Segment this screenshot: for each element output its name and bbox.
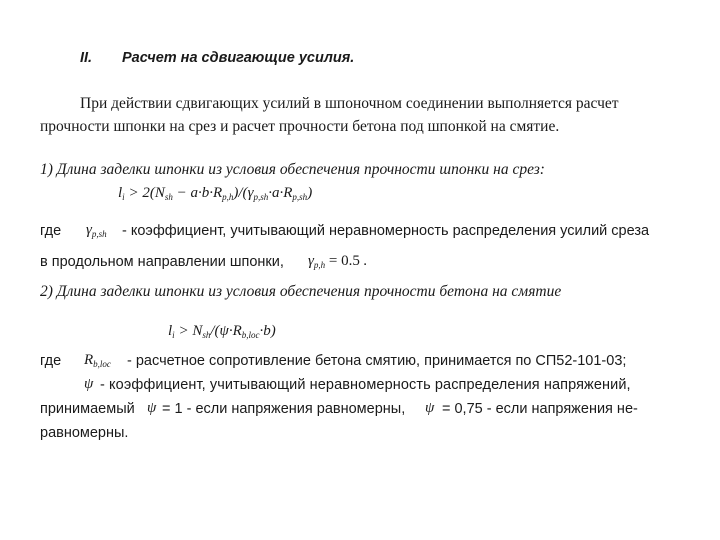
item2-psi-equals-1: = 1 - если напряжения равномерны, — [162, 401, 406, 417]
item1-gamma-description: - коэффициент, учитывающий неравномерность распределения усилий среза — [122, 223, 650, 239]
item2-accepted-text: принимаемый — [40, 401, 135, 417]
item2-heading: 2) Длина заделки шпонки из условия обеспечения прочности бетона на смятие — [40, 283, 562, 300]
intro-line-1: При действии сдвигающих усилий в шпоночном соединении выполняется расчет — [80, 95, 619, 112]
item1-gamma-value: $\gamma_{p,h} = 0.5$ . — [308, 253, 368, 270]
item2-where-word: где — [40, 353, 62, 369]
item1-formula: $l_i > 2(N_{sh} - a\cdot b\cdot R_{p,h})/(\gamma_{p,sh}\cdot a\cdot R_{p,sh})$ — [118, 185, 313, 202]
item2-r-symbol: $R_{b,loc}$ — [84, 352, 111, 369]
item2-psi-symbol: ψ — [84, 376, 94, 392]
item1-heading: 1) Длина заделки шпонки из условия обеспечения прочности шпонки на срез: — [40, 161, 545, 178]
item2-last-line: равномерны. — [40, 425, 129, 441]
item1-where-word: где — [40, 223, 62, 239]
item2-psi-description: - коэффициент, учитывающий неравномерность распределения напряжений, — [100, 377, 631, 393]
item2-psi-symbol-3: ψ — [425, 400, 435, 416]
item2-psi-equals-2: = 0,75 - если напряжения не- — [442, 401, 638, 417]
item2-r-description: - расчетное сопротивление бетона смятию, принимается по СП52-101-03; — [127, 353, 627, 369]
section-title: Расчет на сдвигающие усилия. — [122, 50, 355, 66]
item2-psi-symbol-2: ψ — [147, 400, 157, 416]
item1-gamma-symbol: $\gamma_{p,sh}$ — [86, 222, 107, 239]
item1-line2-text: в продольном направлении шпонки, — [40, 254, 284, 270]
intro-line-2: прочности шпонки на срез и расчет прочности бетона под шпонкой на смятие. — [40, 118, 560, 135]
item2-formula: $l_i > N_{sh}/(\psi\cdot R_{b,loc}\cdot b)$ — [168, 323, 276, 340]
section-number: II. — [80, 50, 93, 66]
